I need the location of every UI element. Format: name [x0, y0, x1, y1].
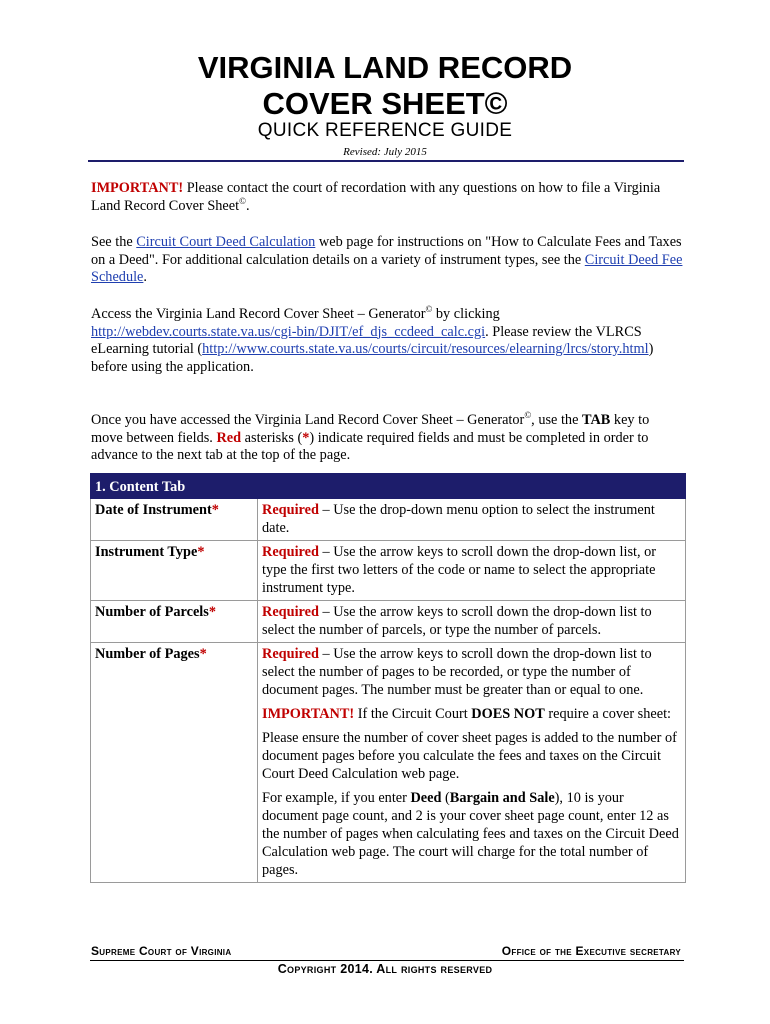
- content-tab-header: 1. Content Tab: [91, 474, 686, 499]
- important-label: IMPORTANT!: [91, 180, 184, 196]
- required-label: Required: [262, 604, 319, 620]
- example-text-b: (: [441, 790, 450, 806]
- row-description: [258, 499, 686, 541]
- row-desc-text: – Use the drop-down menu option to select the instrument date.: [262, 502, 655, 536]
- p4-text-c: key to move between fields.: [91, 412, 650, 446]
- footer-left: Supreme Court of Virginia: [91, 944, 232, 958]
- row-description: [258, 643, 686, 883]
- row-label: [91, 601, 258, 643]
- asterisk-symbol: *: [302, 429, 310, 446]
- footer-divider: [90, 960, 684, 961]
- p4-text-d: asterisks (: [241, 429, 303, 446]
- elearning-tutorial-link[interactable]: http://www.courts.state.va.us/courts/circuit/resources/elearning/lrcs/story.html: [202, 341, 649, 358]
- red-word: Red: [216, 429, 242, 446]
- table-row: [91, 601, 686, 643]
- generator-url-link[interactable]: http://webdev.courts.state.va.us/cgi-bin/DJIT/ef_djs_ccdeed_calc.cgi: [91, 323, 486, 340]
- document-title-line2: COVER SHEET©: [262, 86, 508, 121]
- row-description: [258, 541, 686, 601]
- footer-copyright: Copyright 2014. All rights reserved: [277, 962, 493, 976]
- row-label: [91, 643, 258, 883]
- table-row: [91, 541, 686, 601]
- p4-text-a: Once you have accessed the Virginia Land Record Cover Sheet – Generator: [91, 412, 525, 428]
- intro-paragraph-3: [91, 306, 684, 376]
- row-desc-text: – Use the arrow keys to scroll down the drop-down list to select the number of parcels, or type the number of parcels.: [262, 604, 652, 638]
- row-description: [258, 601, 686, 643]
- row-label: [91, 541, 258, 601]
- intro-paragraph-2: [91, 234, 684, 287]
- p3-text-d: ) before using the application.: [91, 341, 654, 375]
- copyright-mark: ©: [425, 304, 433, 315]
- content-tab-table: [90, 473, 686, 883]
- required-label: Required: [262, 544, 319, 560]
- p1-end: .: [245, 197, 250, 214]
- required-asterisk: *: [197, 544, 205, 560]
- p4-text-e: ) indicate required fields and must be completed in order to advance to the next tab at the top of the page.: [91, 429, 649, 464]
- row-label-text: Number of Pages: [95, 646, 200, 662]
- example-text-c: ), 10 is your document page count, and 2 is your cover sheet page count, enter 12 as the number of pages when calculating fees and taxes on the Circuit Deed Calculation web page. The court will charge for the total number of pages.: [262, 790, 679, 878]
- p4-text-b: , use the: [531, 412, 582, 428]
- important-label: IMPORTANT!: [262, 706, 355, 722]
- intro-paragraph-4: [91, 412, 684, 465]
- circuit-deed-fee-schedule-link[interactable]: Circuit Deed Fee Schedule: [91, 251, 683, 286]
- important-text-b: require a cover sheet:: [544, 706, 672, 722]
- deed-bold: Deed: [410, 790, 442, 806]
- p3-text-c: . Please review the VLRCS eLearning tutorial (: [91, 323, 642, 358]
- p2-text-a: See the: [91, 234, 137, 250]
- footer-right: Office of the Executive secretary: [501, 944, 681, 958]
- example-text-a: For example, if you enter: [262, 790, 411, 806]
- required-label: Required: [262, 502, 319, 518]
- bargain-and-sale-bold: Bargain and Sale: [449, 790, 555, 806]
- required-asterisk: *: [208, 604, 216, 620]
- p1-text: Please contact the court of recordation with any questions on how to file a Virginia Land Record Cover Sheet: [91, 180, 661, 214]
- pages-note-paragraph: Please ensure the number of cover sheet pages is added to the number of document pages before you calculate the fees and taxes on the Circuit Court Deed Calculation web page.: [262, 730, 677, 782]
- row-label-text: Number of Parcels: [95, 604, 209, 620]
- document-title-line1: VIRGINIA LAND RECORD: [197, 50, 573, 85]
- important-text-a: If the Circuit Court: [354, 706, 472, 722]
- required-label: Required: [262, 646, 319, 662]
- does-not-bold: DOES NOT: [471, 706, 545, 722]
- row-desc-text: – Use the arrow keys to scroll down the drop-down list, or type the first two letters of the code or name to select the appropriate instrument type.: [262, 544, 657, 596]
- intro-paragraph-1: [91, 180, 684, 215]
- copyright-mark: ©: [239, 195, 246, 206]
- p3-text-b: by clicking: [432, 306, 500, 322]
- table-row: [91, 499, 686, 541]
- document-subtitle: QUICK REFERENCE GUIDE: [257, 120, 513, 141]
- header-divider: [88, 160, 684, 162]
- p2-text-b: web page for instructions on "How to Calculate Fees and Taxes on a Deed". For additional calculation details on a variety of instrument types, see the: [91, 234, 682, 268]
- row-label-text: Date of Instrument: [95, 502, 212, 518]
- circuit-court-deed-calculation-link[interactable]: Circuit Court Deed Calculation: [136, 234, 316, 250]
- p3-text-a: Access the Virginia Land Record Cover Sheet – Generator: [91, 306, 426, 322]
- required-asterisk: *: [211, 502, 219, 518]
- row-label: [91, 499, 258, 541]
- copyright-mark: ©: [524, 410, 532, 421]
- table-row: [91, 643, 686, 883]
- revised-date: Revised: July 2015: [343, 146, 427, 158]
- tab-key-label: TAB: [582, 412, 611, 428]
- row-label-text: Instrument Type: [95, 544, 198, 560]
- row-desc-text: – Use the arrow keys to scroll down the drop-down list to select the number of pages to be recorded, or type the number of document pages. The number must be greater than or equal to one.: [262, 646, 652, 698]
- p2-text-c: .: [143, 269, 147, 286]
- required-asterisk: *: [199, 646, 207, 662]
